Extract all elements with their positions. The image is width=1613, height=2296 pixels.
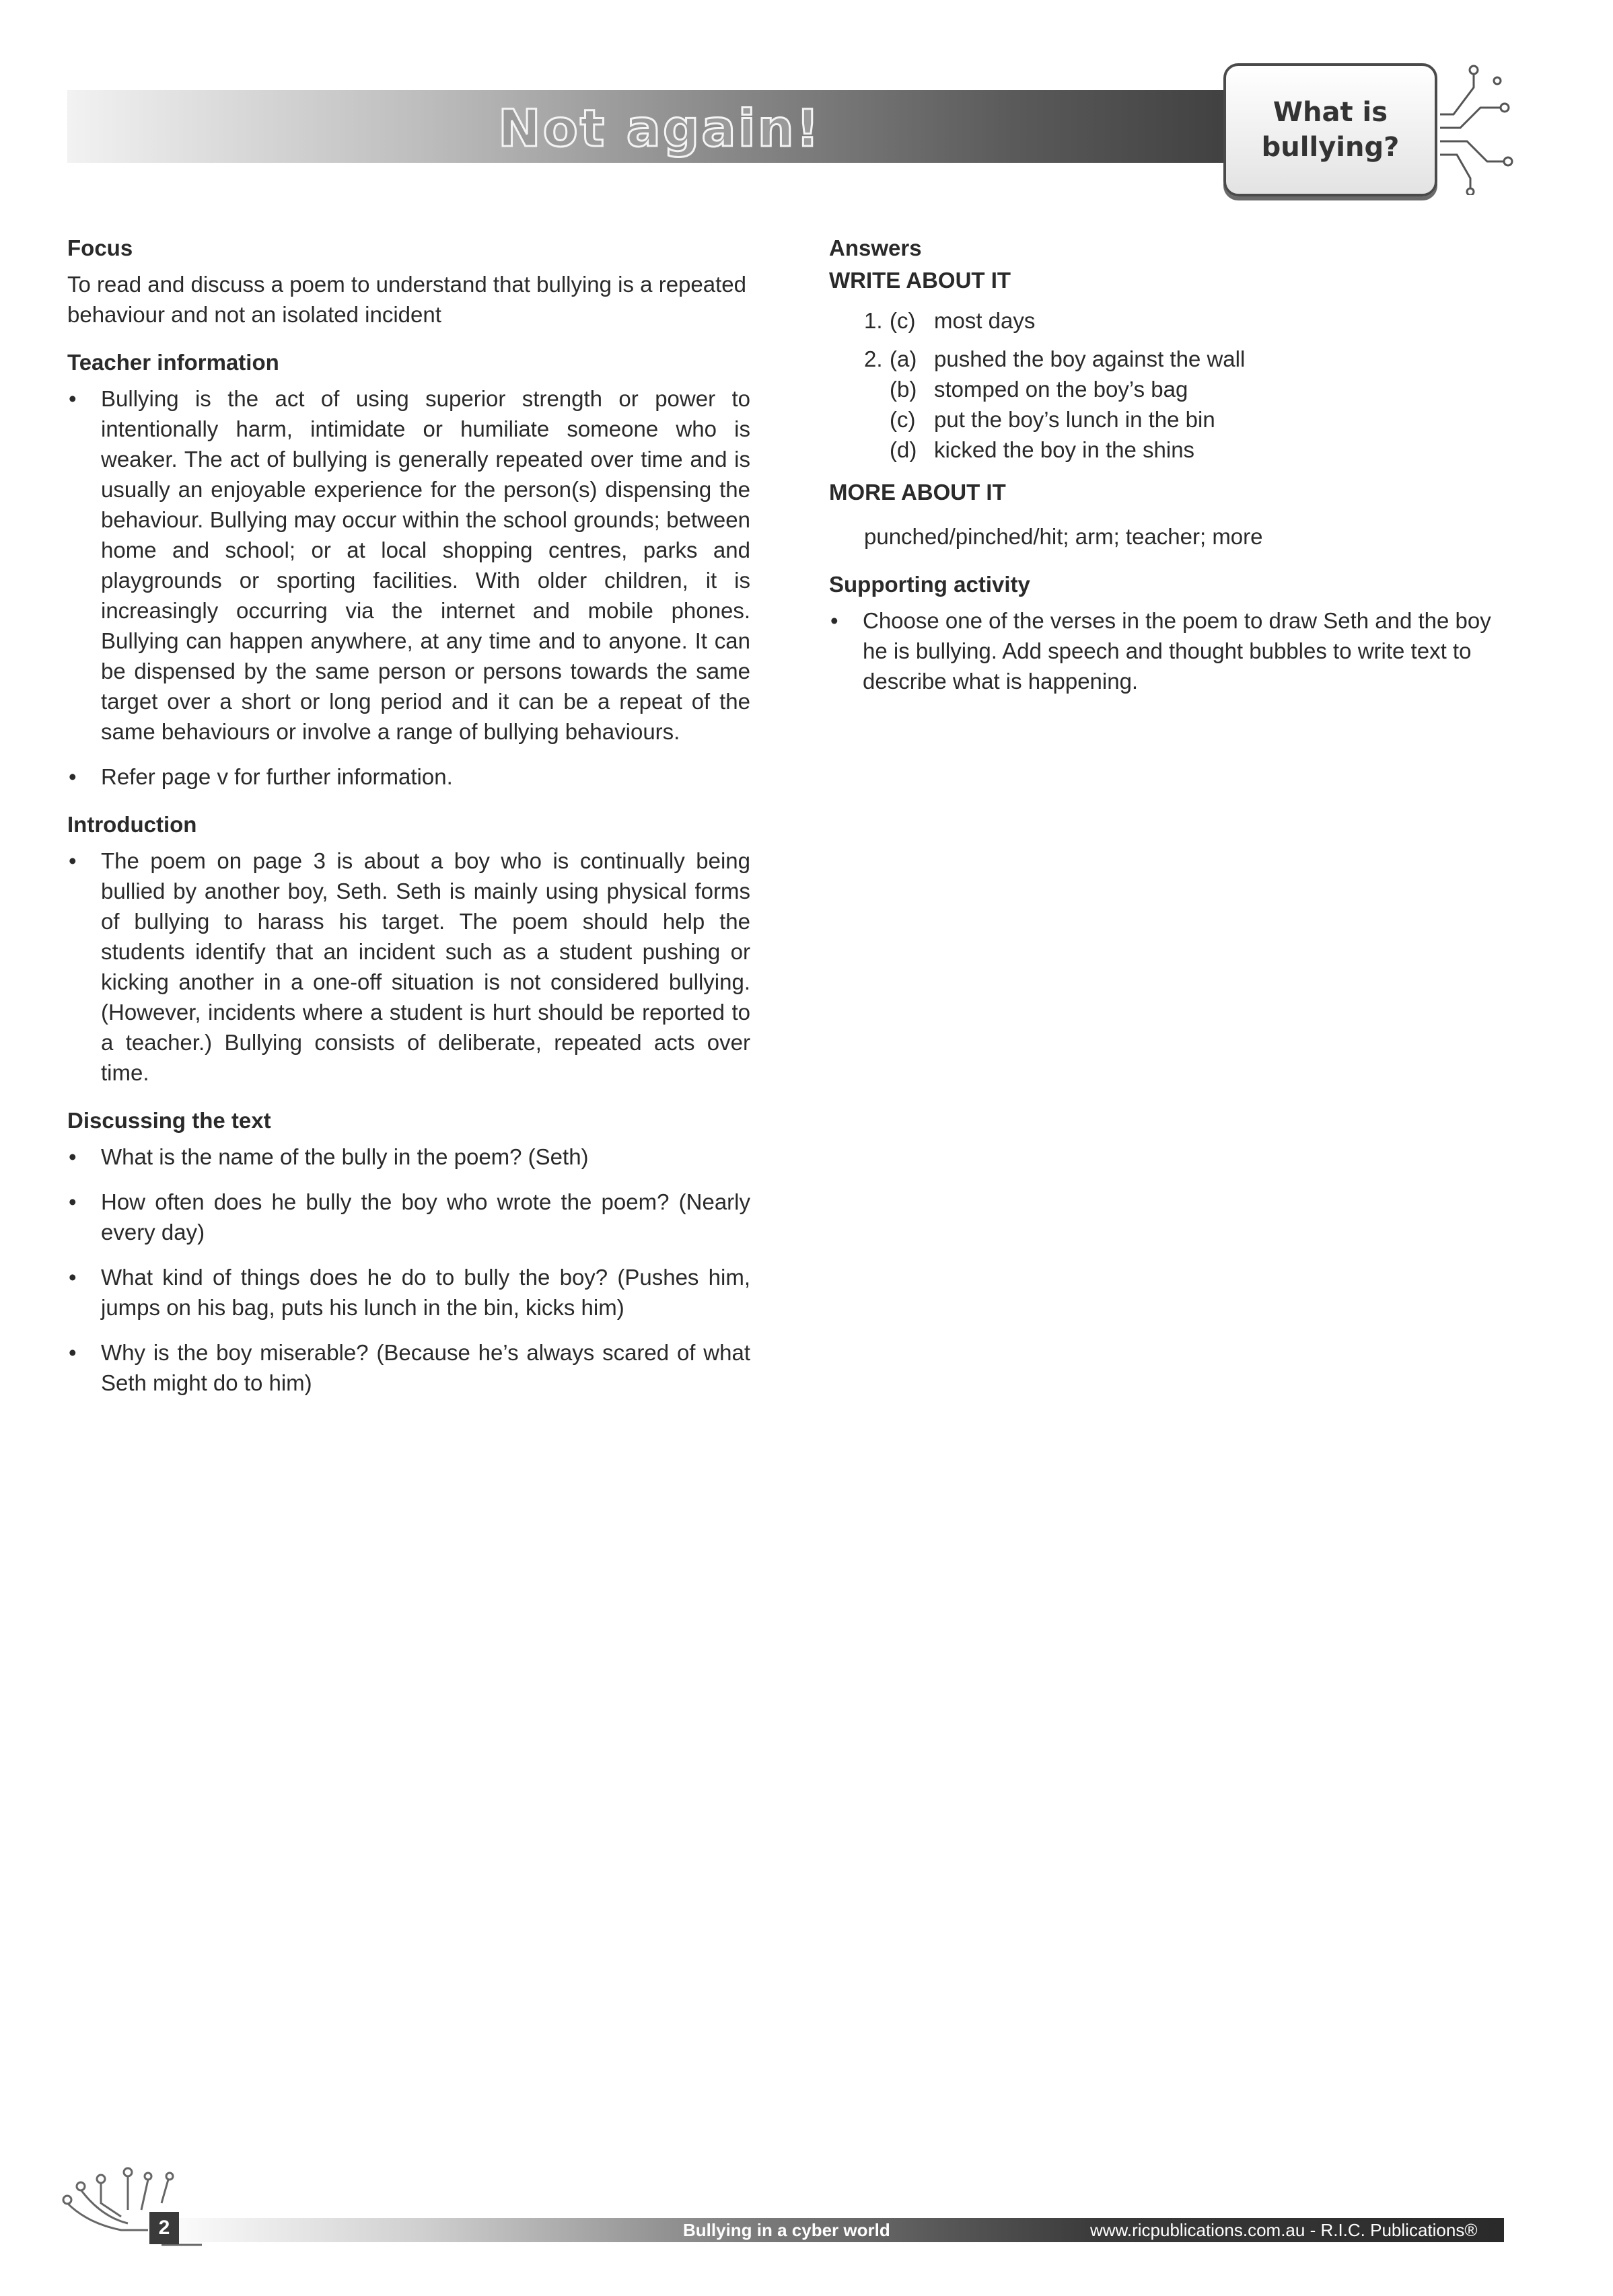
answer-letter: (c) [890,308,916,333]
discussing-heading: Discussing the text [67,1108,271,1133]
answer-text: kicked the boy in the shins [934,437,1195,462]
supporting-activity-heading: Supporting activity [829,572,1030,597]
list-item: • The poem on page 3 is about a boy who is continually being bullied by another boy, Seth. Seth is mainly using physical forms of bullying to harass his target. The poem should help the students identify that an incident such as a student pushing or kicking another in a one-off situation is not considered bullying. (However, incidents where a student is hurt should be reported to a teacher.) Bullying consists of deliberate, repeated acts over time. [67,846,750,1088]
answer-text: most days [934,308,1036,333]
list-item: • How often does he bully the boy who wrote the poem? (Nearly every day) [67,1187,750,1247]
answer-number: 2. [864,346,883,371]
answer-number [864,435,890,465]
answer-row [864,305,1515,336]
answer-row [864,435,1515,465]
answer-letter: (d) [890,437,917,462]
circuit-decoration-icon [1440,61,1521,195]
right-column [829,235,1515,711]
answer-list [864,305,1515,465]
introduction-heading: Introduction [67,812,197,837]
answers-heading: Answers [829,235,922,260]
answer-letter: (b) [890,377,917,402]
write-about-heading: WRITE ABOUT IT [829,268,1011,293]
list-item: • What kind of things does he do to bully the boy? (Pushes him, jumps on his bag, puts his lunch in the bin, kicks him) [67,1262,750,1323]
answer-number: 1. [864,308,883,333]
answer-letter: (c) [890,407,916,432]
circuit-decoration-icon [61,2163,236,2257]
answer-number [864,374,890,404]
focus-heading: Focus [67,235,133,260]
more-about-heading: MORE ABOUT IT [829,480,1006,505]
answer-text: stomped on the boy’s bag [934,377,1188,402]
topic-badge [1223,63,1437,196]
answer-row [864,374,1515,404]
page-title: Not again! [498,98,822,158]
teacher-information-section [67,350,750,792]
footer-publisher: www.ricpublications.com.au - R.I.C. Publications® [1090,2220,1478,2240]
answer-text: put the boy’s lunch in the bin [934,407,1215,432]
focus-text: To read and discuss a poem to understand that bullying is a repeated behaviour and not an isolated incident [67,272,746,327]
discussing-section [67,1108,750,1398]
list-item: • Bullying is the act of using superior strength or power to intentionally harm, intimidate or humiliate someone who is weaker. The act of bullying is generally repeated over time and is usually an enjoyable experience for the person(s) dispensing the behaviour. Bullying may occur within the school grounds; between home and school; or at local shopping centres, parks and playgrounds or sporting facilities. With older children, it is increasingly occurring via the internet and mobile phones. Bullying can happen anywhere, at any time and to anyone. It can be dispensed by the same person or persons towards the same target over a short or long period and it can be a repeat of the same behaviours or involve a range of bullying behaviours. [67,383,750,747]
left-column [67,235,750,1418]
answer-row [864,344,1515,374]
list-item: • Refer page v for further information. [67,762,750,792]
footer-book-title: Bullying in a cyber world [683,2220,890,2240]
list-item: • What is the name of the bully in the poem? (Seth) [67,1142,750,1172]
teacher-information-heading: Teacher information [67,350,279,375]
focus-section [67,235,750,330]
introduction-section [67,812,750,1088]
topic-label: What is bullying? [1261,97,1400,163]
answer-letter: (a) [890,346,917,371]
list-item: • Why is the boy miserable? (Because he’s always scared of what Seth might do to him) [67,1337,750,1398]
answer-row [864,404,1515,435]
list-item: • Choose one of the verses in the poem to draw Seth and the boy he is bullying. Add speech and thought bubbles to write text to describe what is happening. [829,605,1515,696]
answer-number [864,404,890,435]
more-about-text: punched/pinched/hit; arm; teacher; more [864,524,1263,549]
answer-text: pushed the boy against the wall [934,346,1246,371]
page-number: 2 [149,2212,179,2244]
